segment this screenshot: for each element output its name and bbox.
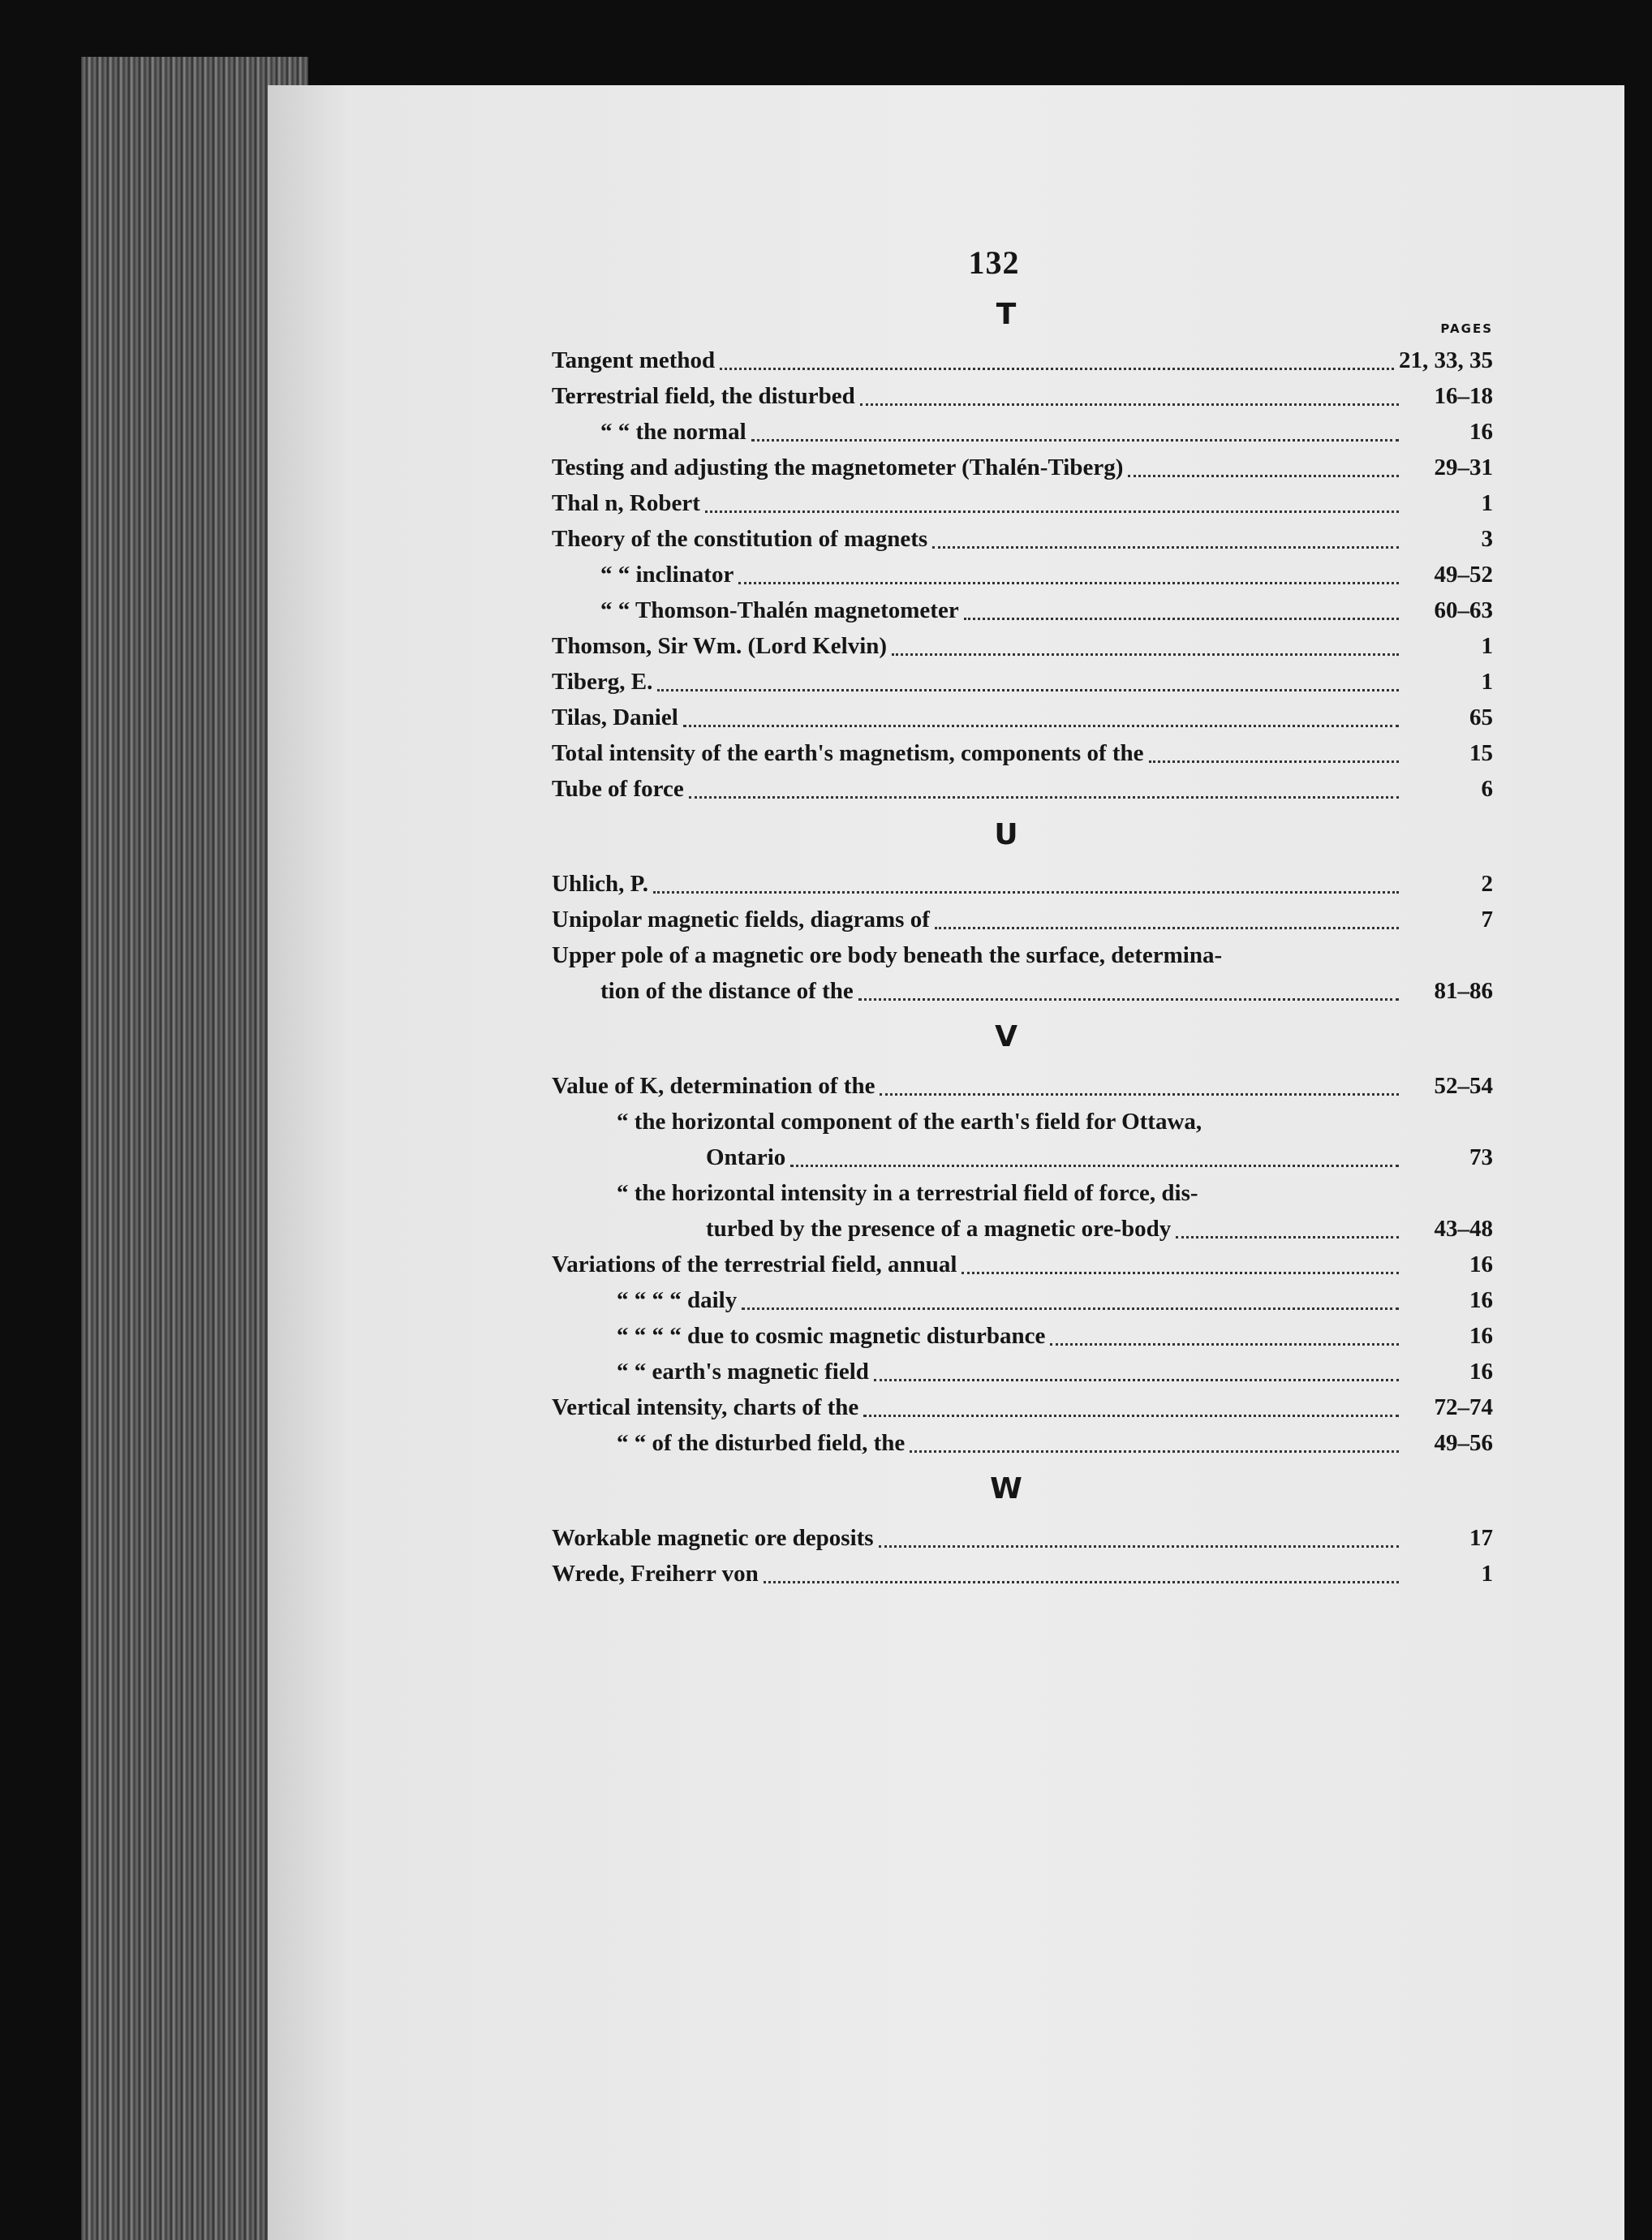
index-entry-first-line: Upper pole of a magnetic ore body beneath the surface, determina- <box>552 942 1223 968</box>
index-entry: Workable magnetic ore deposits 17 <box>552 1525 1493 1551</box>
index-entry: Variations of the terrestrial field, annual 16 <box>552 1251 1493 1277</box>
index-entry: Terrestrial field, the disturbed 16–18 <box>552 383 1493 409</box>
index-entry: Uhlich, P. 2 <box>552 871 1493 897</box>
index-entry: “ “ “ “ daily 16 <box>617 1287 1493 1313</box>
index-entry: Thal n, Robert 1 <box>552 490 1493 516</box>
index-entry: “ “ Thomson-Thalén magnetometer 60–63 <box>600 597 1493 623</box>
section-letter-u: U <box>994 818 1018 851</box>
index-entry: “ “ earth's magnetic field 16 <box>617 1359 1493 1385</box>
index-entry-first-line: “ the horizontal component of the earth's field for Ottawa, <box>617 1109 1202 1135</box>
section-letter-v: V <box>995 1020 1017 1053</box>
index-entry: Wrede, Freiherr von 1 <box>552 1561 1493 1587</box>
index-entry: “ “ inclinator 49–52 <box>600 562 1493 588</box>
section-letter-w: W <box>990 1472 1022 1506</box>
section-letter-t: T <box>996 298 1017 331</box>
index-entry: “ “ “ “ due to cosmic magnetic disturbance 16 <box>617 1323 1493 1349</box>
index-entry: Vertical intensity, charts of the 72–74 <box>552 1394 1493 1420</box>
page-number: 132 <box>968 244 1020 281</box>
index-entry: Total intensity of the earth's magnetism, components of the 15 <box>552 740 1493 766</box>
index-entry: Value of K, determination of the 52–54 <box>552 1073 1493 1099</box>
index-entry-first-line: “ the horizontal intensity in a terrestrial field of force, dis- <box>617 1180 1198 1206</box>
index-entry: Thomson, Sir Wm. (Lord Kelvin) 1 <box>552 633 1493 659</box>
pages-column-header: PAGES <box>1440 321 1493 336</box>
index-entry: Theory of the constitution of magnets 3 <box>552 526 1493 552</box>
index-entry: Tangent method 21, 33, 35 <box>552 347 1493 373</box>
index-page-content <box>552 243 1493 1592</box>
index-entry: Tiberg, E. 1 <box>552 669 1493 695</box>
index-entry: Testing and adjusting the magnetometer (Thalén-Tiberg) 29–31 <box>552 454 1493 480</box>
index-entry: Unipolar magnetic fields, diagrams of 7 <box>552 907 1493 933</box>
index-entry-continuation: Ontario 73 <box>706 1144 1493 1170</box>
index-entry-continuation: turbed by the presence of a magnetic ore-body 43–48 <box>706 1216 1493 1242</box>
index-entry-continuation: tion of the distance of the 81–86 <box>600 978 1493 1004</box>
index-entry: Tube of force 6 <box>552 776 1493 802</box>
index-entry: “ “ of the disturbed field, the 49–56 <box>617 1430 1493 1456</box>
index-entry: “ “ the normal 16 <box>600 419 1493 445</box>
index-entry: Tilas, Daniel 65 <box>552 704 1493 730</box>
